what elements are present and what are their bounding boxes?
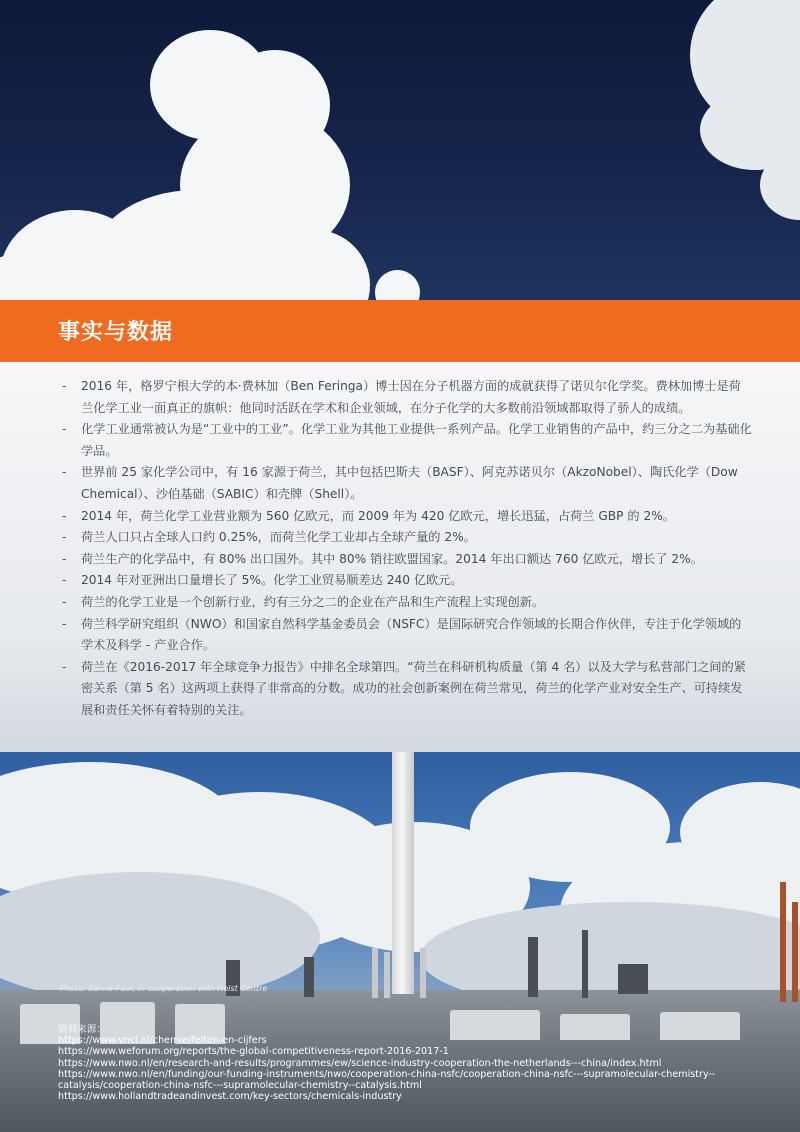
sources-label: 资料来源： [58,1024,106,1035]
facts-panel [0,362,800,752]
source-link[interactable]: https://www.vnci.nl/chemie/feiten-en-cijfers [58,1035,267,1047]
section-title: 事实与数据 [58,320,174,345]
industrial-plant-photo [0,752,800,1132]
list-item: - 荷兰生产的化学品中，有 80% 出口国外。其中 80% 销往欧盟国家。2014 年出口额达 760 亿欧元，增长了 2%。 [62,551,703,566]
sources-block [58,1024,778,1102]
source-link[interactable]: https://www.nwo.nl/en/funding/our-funding-instruments/nwo/cooperation-china-nsfc/cooperation-china-nsfc---supramolecular-chemistry-- [58,1068,716,1080]
section-header-bar [0,300,800,362]
list-item: - 荷兰科学研究组织（NWO）和国家自然科学基金委员会（NSFC）是国际研究合作领域的长期合作伙伴，专注于化学领域的学术及科学 - 产业合作。 [62,616,742,653]
list-item: - 荷兰的化学工业是一个创新行业，约有三分之二的企业在产品和生产流程上实现创新。 [62,594,545,609]
header-sky-photo [0,0,800,300]
list-item: - 2016 年，格罗宁根大学的本·费林加（Ben Feringa）博士因在分子机器方面的成就获得了诺贝尔化学奖。费林加博士是荷兰化学工业一面真正的旗帜：他同时活跃在学术和企业领域，在分子化学的大多数前沿领域都取得了骄人的成绩。 [62,379,741,415]
source-link-continued[interactable]: catalysis/cooperation-china-nsfc---supramolecular-chemistry--catalysis.html [58,1080,422,1092]
photo-credit: Photo: Sanne Paul, in cooperation with Holst Centre [60,984,268,993]
source-link[interactable]: https://www.nwo.nl/en/research-and-results/programmes/ew/science-industry-cooperation-the-netherlands---china/index.html [58,1057,662,1069]
list-item: - 荷兰在《2016-2017 年全球竞争力报告》中排名全球第四。“荷兰在科研机构质量（第 4 名）以及大学与私营部门之间的紧密关系（第 5 名）这两项上获得了非常高的分数。成功的社会创新案例在荷兰常见，荷兰的化学产业对安全生产、可持续发展和责任关怀有着特别的关注。 [62,659,746,717]
list-item: - 世界前 25 家化学公司中，有 16 家源于荷兰，其中包括巴斯夫（BASF）、阿克苏诺贝尔（AkzoNobel）、陶氏化学（Dow Chemical）、沙伯基础（SABIC）和壳牌（Shell）。 [62,465,738,501]
source-link[interactable]: https://www.hollandtradeandinvest.com/key-sectors/chemicals-industry [58,1091,402,1103]
source-link[interactable]: https://www.weforum.org/reports/the-global-competitiveness-report-2016-2017-1 [58,1046,449,1058]
facts-list [62,376,752,722]
list-item: - 2014 年，荷兰化学工业营业额为 560 亿欧元，而 2009 年为 420 亿欧元，增长迅猛，占荷兰 GBP 的 2%。 [62,508,675,523]
list-item: - 化学工业通常被认为是“工业中的工业”。化学工业为其他工业提供一系列产品。化学工业销售的产品中，约三分之二为基础化学品。 [62,422,752,458]
list-item: - 2014 年对亚洲出口量增长了 5%。化学工业贸易顺差达 240 亿欧元。 [62,573,463,588]
chimney [392,752,414,994]
list-item: - 荷兰人口只占全球人口约 0.25%，而荷兰化学工业却占全球产量的 2%。 [62,530,476,545]
